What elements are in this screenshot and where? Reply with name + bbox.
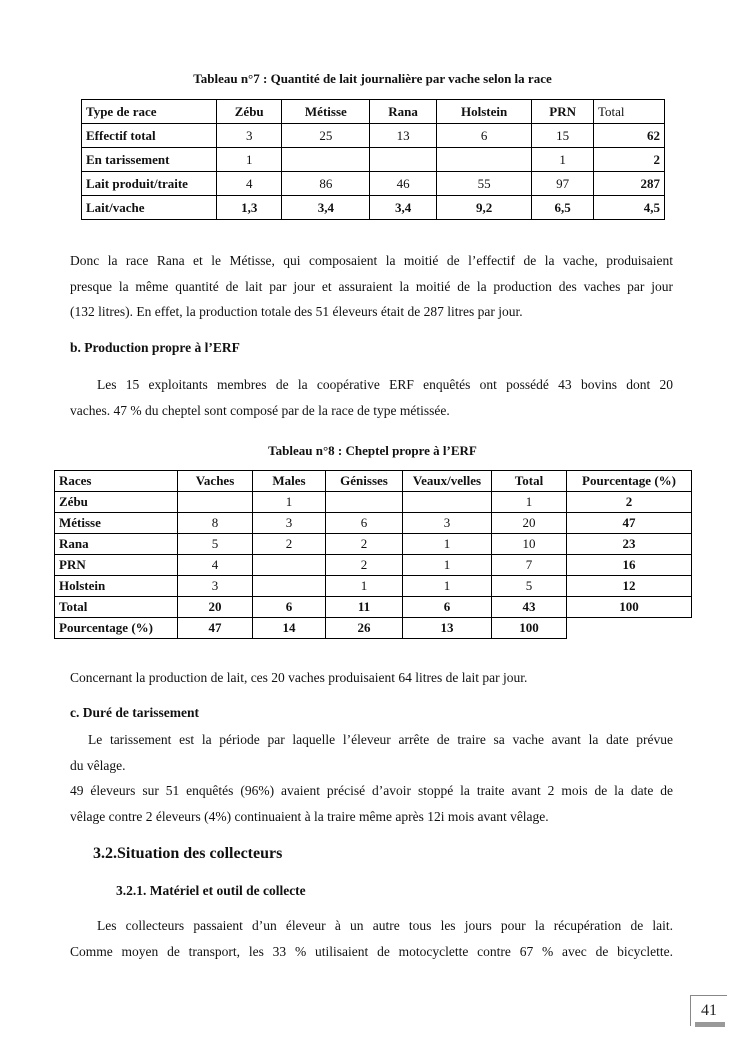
table-cell: 43 bbox=[492, 597, 567, 618]
table-cell: 4,5 bbox=[594, 196, 665, 220]
table-cell: 20 bbox=[178, 597, 253, 618]
table-cell bbox=[178, 492, 253, 513]
table-cell: 46 bbox=[370, 172, 437, 196]
table-cell: 5 bbox=[492, 576, 567, 597]
table-header-cell: Races bbox=[55, 471, 178, 492]
table-cell bbox=[436, 148, 531, 172]
section-b-heading: b. Production propre à l’ERF bbox=[70, 340, 240, 355]
table-cell: 11 bbox=[326, 597, 403, 618]
page-number: 41 bbox=[690, 995, 727, 1026]
table-cell: 3 bbox=[403, 513, 492, 534]
table-row-label: Lait/vache bbox=[82, 196, 217, 220]
table-header-cell: Pourcentage (%) bbox=[567, 471, 692, 492]
table-row-label: Zébu bbox=[55, 492, 178, 513]
table-cell: 3,4 bbox=[370, 196, 437, 220]
table-row bbox=[55, 576, 692, 597]
table-cell: 6 bbox=[436, 124, 531, 148]
paragraph-tarissement bbox=[70, 727, 673, 829]
table-cell: 6 bbox=[326, 513, 403, 534]
table-cell: 6 bbox=[403, 597, 492, 618]
table-cell: 26 bbox=[326, 618, 403, 639]
table-row bbox=[55, 534, 692, 555]
table-cell: 4 bbox=[217, 172, 282, 196]
table7 bbox=[81, 99, 665, 220]
table-empty-cell bbox=[567, 618, 692, 639]
table-row bbox=[55, 555, 692, 576]
text-line: vêlage contre 2 éleveurs (4%) continuaient à la traire même après 12i mois avant vêlage. bbox=[70, 808, 549, 824]
table-header-cell: Zébu bbox=[217, 100, 282, 124]
paragraph-rana-metisse bbox=[70, 248, 673, 325]
text-line: Donc la race Rana et le Métisse, qui composaient la moitié de l’effectif de la vache, produisaient bbox=[70, 253, 673, 268]
table-header-cell: Males bbox=[253, 471, 326, 492]
table-cell: 6,5 bbox=[532, 196, 594, 220]
page-number-bar bbox=[695, 1022, 725, 1027]
table-cell: 23 bbox=[567, 534, 692, 555]
table-cell: 5 bbox=[178, 534, 253, 555]
table-cell: 3 bbox=[253, 513, 326, 534]
text-line: Le tarissement est la période par laquelle l’éleveur arrête de traire sa vache avant la date prévue bbox=[88, 732, 673, 747]
table-row-label: Métisse bbox=[55, 513, 178, 534]
table-header-cell: Vaches bbox=[178, 471, 253, 492]
table-cell: 3,4 bbox=[282, 196, 370, 220]
table-cell: 1 bbox=[403, 534, 492, 555]
table-header-cell: Génisses bbox=[326, 471, 403, 492]
paragraph-collecteurs bbox=[70, 913, 673, 964]
table-row-label: Effectif total bbox=[82, 124, 217, 148]
table-cell bbox=[326, 492, 403, 513]
table-cell: 97 bbox=[532, 172, 594, 196]
table-cell: 1 bbox=[532, 148, 594, 172]
table8 bbox=[54, 470, 692, 639]
text-line: du vêlage. bbox=[70, 757, 126, 773]
table-cell: 2 bbox=[594, 148, 665, 172]
table-cell: 100 bbox=[492, 618, 567, 639]
table-row-label: En tarissement bbox=[82, 148, 217, 172]
paragraph-milk-production: Concernant la production de lait, ces 20 vaches produisaient 64 litres de lait par jour. bbox=[70, 670, 528, 685]
table7-header-row bbox=[82, 100, 665, 124]
text-line: Comme moyen de transport, les 33 % utilisaient de motocyclette contre 67 % avec de bicyclette. bbox=[70, 943, 673, 959]
table-row-label: Lait produit/traite bbox=[82, 172, 217, 196]
table8-caption: Tableau n°8 : Cheptel propre à l’ERF bbox=[268, 443, 477, 458]
table7-caption: Tableau n°7 : Quantité de lait journalière par vache selon la race bbox=[193, 71, 552, 86]
table-cell: 100 bbox=[567, 597, 692, 618]
table-header-cell: Métisse bbox=[282, 100, 370, 124]
table-cell: 6 bbox=[253, 597, 326, 618]
table-header-cell: Veaux/velles bbox=[403, 471, 492, 492]
table-row bbox=[82, 196, 665, 220]
table-cell: 13 bbox=[403, 618, 492, 639]
table-row bbox=[55, 492, 692, 513]
table-cell: 8 bbox=[178, 513, 253, 534]
table-cell: 47 bbox=[178, 618, 253, 639]
table-header-cell: Type de race bbox=[82, 100, 217, 124]
table-cell bbox=[282, 148, 370, 172]
table-row-label: Total bbox=[55, 597, 178, 618]
text-line: presque la même quantité de lait par jour et assuraient la moitié de la production des vaches par jour bbox=[70, 278, 673, 294]
section-3-2-1-heading: 3.2.1. Matériel et outil de collecte bbox=[116, 883, 306, 898]
table-cell: 10 bbox=[492, 534, 567, 555]
text-line: Les 15 exploitants membres de la coopérative ERF enquêtés ont possédé 43 bovins dont 20 bbox=[97, 377, 673, 392]
section-3-2-heading: 3.2.Situation des collecteurs bbox=[93, 845, 283, 862]
table-row-label: Holstein bbox=[55, 576, 178, 597]
table-cell: 86 bbox=[282, 172, 370, 196]
table-cell: 1 bbox=[253, 492, 326, 513]
text-line: vaches. 47 % du cheptel sont composé par de la race de type métissée. bbox=[70, 402, 450, 418]
table-cell bbox=[253, 555, 326, 576]
table-cell: 1 bbox=[403, 555, 492, 576]
table-cell: 25 bbox=[282, 124, 370, 148]
table-cell: 1 bbox=[217, 148, 282, 172]
table-cell: 16 bbox=[567, 555, 692, 576]
table-cell: 3 bbox=[178, 576, 253, 597]
table-row-label: Pourcentage (%) bbox=[55, 618, 178, 639]
table-header-cell: Holstein bbox=[436, 100, 531, 124]
table-cell: 20 bbox=[492, 513, 567, 534]
table-cell: 2 bbox=[253, 534, 326, 555]
table-header-cell: Rana bbox=[370, 100, 437, 124]
table-cell: 1 bbox=[492, 492, 567, 513]
table-cell bbox=[370, 148, 437, 172]
table-header-cell: Total bbox=[594, 100, 665, 124]
table-row-label: PRN bbox=[55, 555, 178, 576]
table-cell: 14 bbox=[253, 618, 326, 639]
table-cell: 4 bbox=[178, 555, 253, 576]
table-row bbox=[55, 513, 692, 534]
table-cell: 12 bbox=[567, 576, 692, 597]
table-cell: 1 bbox=[403, 576, 492, 597]
table-cell: 7 bbox=[492, 555, 567, 576]
table-row bbox=[82, 148, 665, 172]
table-row bbox=[82, 172, 665, 196]
table-cell bbox=[403, 492, 492, 513]
section-c-heading: c. Duré de tarissement bbox=[70, 705, 199, 720]
table-row bbox=[82, 124, 665, 148]
table-cell: 13 bbox=[370, 124, 437, 148]
table-cell: 1,3 bbox=[217, 196, 282, 220]
table-header-cell: Total bbox=[492, 471, 567, 492]
text-line: Les collecteurs passaient d’un éleveur à un autre tous les jours pour la récupération de lait. bbox=[97, 918, 673, 933]
table-row-label: Rana bbox=[55, 534, 178, 555]
table-cell: 47 bbox=[567, 513, 692, 534]
table-cell: 2 bbox=[567, 492, 692, 513]
paragraph-erf-exploitants bbox=[70, 372, 673, 423]
table-cell: 9,2 bbox=[436, 196, 531, 220]
table-cell bbox=[253, 576, 326, 597]
table-cell: 287 bbox=[594, 172, 665, 196]
table-cell: 2 bbox=[326, 555, 403, 576]
table-row bbox=[55, 618, 692, 639]
text-line: (132 litres). En effet, la production totale des 51 éleveurs était de 287 litres par jour. bbox=[70, 304, 523, 319]
table-row bbox=[55, 597, 692, 618]
table-cell: 15 bbox=[532, 124, 594, 148]
table8-header-row bbox=[55, 471, 692, 492]
table-cell: 2 bbox=[326, 534, 403, 555]
table-header-cell: PRN bbox=[532, 100, 594, 124]
text-line: 49 éleveurs sur 51 enquêtés (96%) avaient précisé d’avoir stoppé la traite avant 2 mois de la date de bbox=[70, 783, 673, 798]
table-cell: 3 bbox=[217, 124, 282, 148]
table-cell: 62 bbox=[594, 124, 665, 148]
table-cell: 1 bbox=[326, 576, 403, 597]
table-cell: 55 bbox=[436, 172, 531, 196]
